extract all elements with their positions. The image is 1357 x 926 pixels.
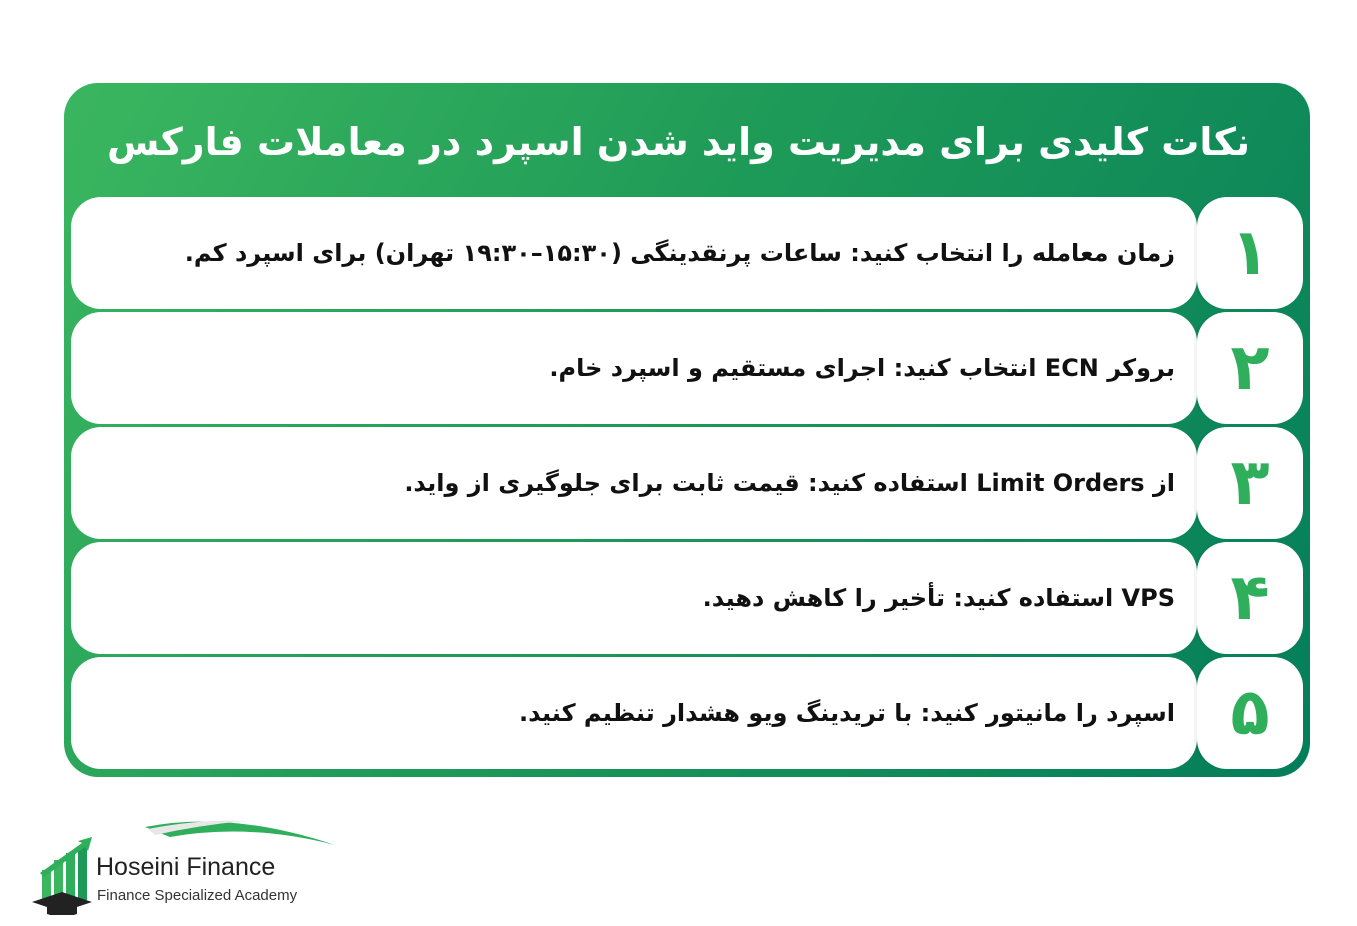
tip-number: ۱ xyxy=(1230,216,1270,290)
brand-tagline: Finance Specialized Academy xyxy=(97,887,298,904)
tip-text-box xyxy=(71,427,1197,539)
tip-number-box xyxy=(1197,657,1303,769)
tip-number-box xyxy=(1197,312,1303,424)
tip-text: بروکر ECN انتخاب کنید: اجرای مستقیم و اسپرد خام. xyxy=(549,354,1175,382)
tip-number: ۴ xyxy=(1230,561,1270,635)
tip-row xyxy=(71,312,1303,424)
tip-text-box xyxy=(71,312,1197,424)
tip-number-box xyxy=(1197,197,1303,309)
tip-number: ۲ xyxy=(1230,331,1270,405)
tip-text-box xyxy=(71,542,1197,654)
tip-text-box xyxy=(71,197,1197,309)
tip-row xyxy=(71,542,1303,654)
tip-number-box xyxy=(1197,542,1303,654)
brand-name: Hoseini Finance xyxy=(96,853,276,881)
tip-row xyxy=(71,427,1303,539)
tip-text-box xyxy=(71,657,1197,769)
tip-number-box xyxy=(1197,427,1303,539)
tip-text: VPS استفاده کنید: تأخیر را کاهش دهید. xyxy=(702,584,1175,612)
tip-row xyxy=(71,197,1303,309)
tip-text: زمان معامله را انتخاب کنید: ساعات پرنقدینگی (۱۵:۳۰–۱۹:۳۰ تهران) برای اسپرد کم. xyxy=(184,239,1175,267)
page-title: نکات کلیدی برای مدیریت واید شدن اسپرد در معاملات فارکس xyxy=(106,120,1251,164)
tip-row xyxy=(71,657,1303,769)
tip-text: اسپرد را مانیتور کنید: با تریدینگ ویو هشدار تنظیم کنید. xyxy=(519,699,1175,727)
tip-number: ۳ xyxy=(1230,446,1270,520)
tip-number: ۵ xyxy=(1230,676,1270,750)
tip-text: از Limit Orders استفاده کنید: قیمت ثابت برای جلوگیری از واید. xyxy=(404,469,1175,497)
